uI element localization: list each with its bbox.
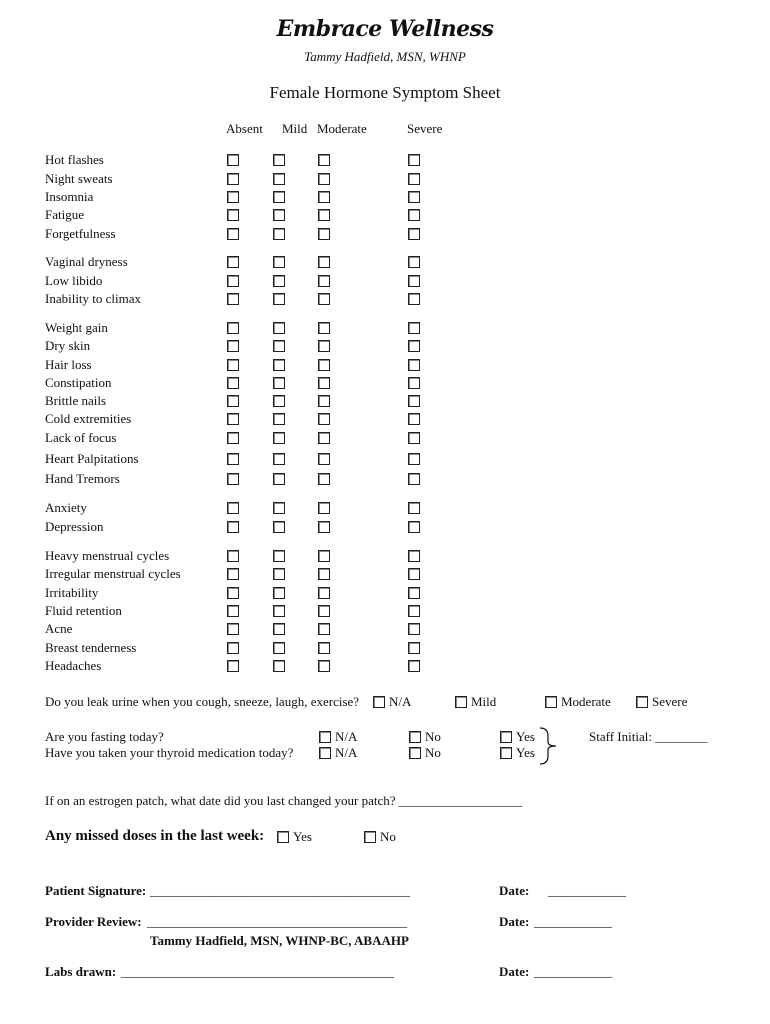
symptom-checkbox-insomnia-moderate[interactable] (318, 191, 330, 203)
urine-severe-checkbox[interactable] (636, 696, 648, 708)
symptom-checkbox-weight-gain-absent[interactable] (227, 322, 239, 334)
thyroid-yes-checkbox[interactable] (500, 747, 512, 759)
symptom-label-hot-flashes: Hot flashes (45, 152, 104, 167)
provider-date-field[interactable]: ____________ (534, 914, 612, 929)
symptom-checkbox-vaginal-dryness-mild[interactable] (273, 256, 285, 268)
symptom-checkbox-low-libido-moderate[interactable] (318, 275, 330, 287)
symptom-checkbox-irregular-menstrual-cycles-severe[interactable] (408, 568, 420, 580)
symptom-checkbox-hand-tremors-mild[interactable] (273, 473, 285, 485)
symptom-checkbox-heavy-menstrual-cycles-mild[interactable] (273, 550, 285, 562)
symptom-checkbox-headaches-severe[interactable] (408, 660, 420, 672)
symptom-checkbox-breast-tenderness-absent[interactable] (227, 642, 239, 654)
symptom-checkbox-hand-tremors-severe[interactable] (408, 473, 420, 485)
symptom-label-hand-tremors: Hand Tremors (45, 471, 120, 486)
symptom-checkbox-low-libido-absent[interactable] (227, 275, 239, 287)
staff-initial-field[interactable]: Staff Initial: ________ (589, 729, 708, 744)
symptom-label-breast-tenderness: Breast tenderness (45, 640, 137, 655)
symptom-checkbox-lack-of-focus-severe[interactable] (408, 432, 420, 444)
symptom-checkbox-breast-tenderness-severe[interactable] (408, 642, 420, 654)
provider-subtitle: Tammy Hadfield, MSN, WHNP (304, 49, 466, 64)
symptom-checkbox-heavy-menstrual-cycles-absent[interactable] (227, 550, 239, 562)
symptom-checkbox-irritability-severe[interactable] (408, 587, 420, 599)
symptom-checkbox-insomnia-mild[interactable] (273, 191, 285, 203)
symptom-label-irregular-menstrual-cycles: Irregular menstrual cycles (45, 566, 181, 581)
symptom-checkbox-brittle-nails-mild[interactable] (273, 395, 285, 407)
patient-signature-field[interactable]: ________________________________________ (150, 883, 410, 898)
symptom-checkbox-brittle-nails-absent[interactable] (227, 395, 239, 407)
symptom-label-hair-loss: Hair loss (45, 357, 92, 372)
symptom-checkbox-fatigue-severe[interactable] (408, 209, 420, 221)
symptom-checkbox-fluid-retention-absent[interactable] (227, 605, 239, 617)
symptom-checkbox-insomnia-absent[interactable] (227, 191, 239, 203)
thyroid-no-checkbox[interactable] (409, 747, 421, 759)
symptom-checkbox-vaginal-dryness-absent[interactable] (227, 256, 239, 268)
urine-na-label: N/A (389, 694, 412, 709)
patient-date-label: Date: (499, 883, 530, 898)
symptom-checkbox-cold-extremities-moderate[interactable] (318, 413, 330, 425)
symptom-checkbox-headaches-absent[interactable] (227, 660, 239, 672)
symptom-checkbox-cold-extremities-mild[interactable] (273, 413, 285, 425)
symptom-checkbox-night-sweats-mild[interactable] (273, 173, 285, 185)
symptom-label-cold-extremities: Cold extremities (45, 411, 132, 426)
labs-date-field[interactable]: ____________ (534, 964, 612, 979)
symptom-checkbox-hot-flashes-moderate[interactable] (318, 154, 330, 166)
urine-mild-checkbox[interactable] (455, 696, 467, 708)
symptom-checkbox-acne-moderate[interactable] (318, 623, 330, 635)
symptom-checkbox-hot-flashes-mild[interactable] (273, 154, 285, 166)
symptom-checkbox-weight-gain-mild[interactable] (273, 322, 285, 334)
symptom-checkbox-forgetfulness-absent[interactable] (227, 228, 239, 240)
labs-drawn-label: Labs drawn: (45, 964, 117, 979)
symptom-checkbox-brittle-nails-moderate[interactable] (318, 395, 330, 407)
symptom-checkbox-low-libido-severe[interactable] (408, 275, 420, 287)
symptom-label-acne: Acne (45, 621, 73, 636)
symptom-checkbox-lack-of-focus-absent[interactable] (227, 432, 239, 444)
symptom-checkbox-cold-extremities-absent[interactable] (227, 413, 239, 425)
symptom-label-low-libido: Low libido (45, 273, 103, 288)
symptom-checkbox-hand-tremors-absent[interactable] (227, 473, 239, 485)
symptom-label-brittle-nails: Brittle nails (45, 393, 107, 408)
symptom-checkbox-dry-skin-moderate[interactable] (318, 340, 330, 352)
symptom-checkbox-night-sweats-absent[interactable] (227, 173, 239, 185)
symptom-checkbox-depression-mild[interactable] (273, 521, 285, 533)
symptom-checkbox-weight-gain-moderate[interactable] (318, 322, 330, 334)
column-header-absent: Absent (226, 121, 263, 136)
symptom-label-constipation: Constipation (45, 375, 112, 390)
symptom-checkbox-heart-palpitations-moderate[interactable] (318, 453, 330, 465)
symptom-checkbox-anxiety-severe[interactable] (408, 502, 420, 514)
missed-doses-yes-checkbox[interactable] (277, 831, 289, 843)
fasting-no-label: No (425, 729, 441, 744)
patient-date-field[interactable]: ____________ (548, 883, 626, 898)
column-header-moderate: Moderate (317, 121, 367, 136)
symptom-checkbox-heavy-menstrual-cycles-severe[interactable] (408, 550, 420, 562)
symptom-label-insomnia: Insomnia (45, 189, 94, 204)
symptom-label-heart-palpitations: Heart Palpitations (45, 451, 139, 466)
symptom-checkbox-headaches-moderate[interactable] (318, 660, 330, 672)
symptom-label-heavy-menstrual-cycles: Heavy menstrual cycles (45, 548, 170, 563)
symptom-checkbox-heart-palpitations-severe[interactable] (408, 453, 420, 465)
symptom-checkbox-low-libido-mild[interactable] (273, 275, 285, 287)
urine-moderate-label: Moderate (561, 694, 611, 709)
symptom-checkbox-heart-palpitations-absent[interactable] (227, 453, 239, 465)
symptom-checkbox-brittle-nails-severe[interactable] (408, 395, 420, 407)
symptom-label-vaginal-dryness: Vaginal dryness (45, 254, 128, 269)
thyroid-question-label: Have you taken your thyroid medication today? (45, 745, 294, 760)
symptom-checkbox-hair-loss-moderate[interactable] (318, 359, 330, 371)
symptom-checkbox-lack-of-focus-mild[interactable] (273, 432, 285, 444)
symptom-checkbox-breast-tenderness-moderate[interactable] (318, 642, 330, 654)
column-header-mild: Mild (282, 121, 308, 136)
symptom-checkbox-weight-gain-severe[interactable] (408, 322, 420, 334)
missed-doses-label: Any missed doses in the last week: (45, 828, 265, 844)
symptom-label-weight-gain: Weight gain (45, 320, 108, 335)
symptom-checkbox-hair-loss-severe[interactable] (408, 359, 420, 371)
symptom-checkbox-inability-to-climax-mild[interactable] (273, 293, 285, 305)
symptom-checkbox-constipation-moderate[interactable] (318, 377, 330, 389)
urine-moderate-checkbox[interactable] (545, 696, 557, 708)
symptom-checkbox-dry-skin-severe[interactable] (408, 340, 420, 352)
symptom-label-irritability: Irritability (45, 585, 99, 600)
symptom-checkbox-irregular-menstrual-cycles-moderate[interactable] (318, 568, 330, 580)
symptom-checkbox-depression-moderate[interactable] (318, 521, 330, 533)
symptom-label-inability-to-climax: Inability to climax (45, 291, 142, 306)
symptom-checkbox-hot-flashes-severe[interactable] (408, 154, 420, 166)
symptom-checkbox-irritability-mild[interactable] (273, 587, 285, 599)
urine-na-checkbox[interactable] (373, 696, 385, 708)
symptom-checkbox-irritability-absent[interactable] (227, 587, 239, 599)
symptom-checkbox-lack-of-focus-moderate[interactable] (318, 432, 330, 444)
symptom-checkbox-dry-skin-absent[interactable] (227, 340, 239, 352)
symptom-checkbox-constipation-severe[interactable] (408, 377, 420, 389)
symptom-checkbox-anxiety-absent[interactable] (227, 502, 239, 514)
missed-doses-no-label: No (380, 829, 396, 844)
missed-doses-no-checkbox[interactable] (364, 831, 376, 843)
fasting-yes-checkbox[interactable] (500, 731, 512, 743)
fasting-no-checkbox[interactable] (409, 731, 421, 743)
symptom-checkbox-hair-loss-mild[interactable] (273, 359, 285, 371)
symptom-checkbox-forgetfulness-severe[interactable] (408, 228, 420, 240)
patient-signature-label: Patient Signature: (45, 883, 147, 898)
urine-severe-label: Severe (652, 694, 688, 709)
symptom-checkbox-fatigue-mild[interactable] (273, 209, 285, 221)
symptom-checkbox-depression-severe[interactable] (408, 521, 420, 533)
provider-name: Tammy Hadfield, MSN, WHNP-BC, ABAAHP (150, 933, 409, 948)
symptom-checkbox-fatigue-absent[interactable] (227, 209, 239, 221)
provider-date-label: Date: (499, 914, 530, 929)
symptom-checkbox-acne-absent[interactable] (227, 623, 239, 635)
symptom-checkbox-heart-palpitations-mild[interactable] (273, 453, 285, 465)
symptom-checkbox-irregular-menstrual-cycles-absent[interactable] (227, 568, 239, 580)
urine-question-label: Do you leak urine when you cough, sneeze, laugh, exercise? (45, 694, 360, 709)
symptom-checkbox-fluid-retention-moderate[interactable] (318, 605, 330, 617)
symptom-checkbox-fatigue-moderate[interactable] (318, 209, 330, 221)
symptom-checkbox-hair-loss-absent[interactable] (227, 359, 239, 371)
labs-drawn-field[interactable]: __________________________________________ (121, 964, 394, 979)
page-title: Female Hormone Symptom Sheet (269, 83, 501, 102)
symptom-checkbox-inability-to-climax-absent[interactable] (227, 293, 239, 305)
symptom-checkbox-dry-skin-mild[interactable] (273, 340, 285, 352)
symptom-checkbox-depression-absent[interactable] (227, 521, 239, 533)
symptom-checkbox-breast-tenderness-mild[interactable] (273, 642, 285, 654)
column-header-severe: Severe (407, 121, 443, 136)
symptom-label-fatigue: Fatigue (45, 207, 84, 222)
urine-mild-label: Mild (471, 694, 497, 709)
thyroid-na-label: N/A (335, 745, 358, 760)
symptom-label-forgetfulness: Forgetfulness (45, 226, 116, 241)
symptom-checkbox-anxiety-moderate[interactable] (318, 502, 330, 514)
thyroid-na-checkbox[interactable] (319, 747, 331, 759)
missed-doses-yes-label: Yes (293, 829, 312, 844)
symptom-checkbox-anxiety-mild[interactable] (273, 502, 285, 514)
symptom-checkbox-fluid-retention-severe[interactable] (408, 605, 420, 617)
symptom-checkbox-vaginal-dryness-severe[interactable] (408, 256, 420, 268)
symptom-checkbox-irritability-moderate[interactable] (318, 587, 330, 599)
fasting-question-label: Are you fasting today? (45, 729, 164, 744)
symptom-checkbox-hot-flashes-absent[interactable] (227, 154, 239, 166)
symptom-checkbox-insomnia-severe[interactable] (408, 191, 420, 203)
symptom-checkbox-headaches-mild[interactable] (273, 660, 285, 672)
symptom-checkbox-forgetfulness-mild[interactable] (273, 228, 285, 240)
symptom-checkbox-fluid-retention-mild[interactable] (273, 605, 285, 617)
symptom-checkbox-inability-to-climax-severe[interactable] (408, 293, 420, 305)
symptom-checkbox-cold-extremities-severe[interactable] (408, 413, 420, 425)
symptom-label-night-sweats: Night sweats (45, 171, 113, 186)
symptom-label-lack-of-focus: Lack of focus (45, 430, 117, 445)
symptom-label-depression: Depression (45, 519, 104, 534)
symptom-checkbox-forgetfulness-moderate[interactable] (318, 228, 330, 240)
symptom-checkbox-acne-mild[interactable] (273, 623, 285, 635)
provider-review-label: Provider Review: (45, 914, 142, 929)
thyroid-no-label: No (425, 745, 441, 760)
provider-review-field[interactable]: ________________________________________ (147, 914, 407, 929)
estrogen-patch-question[interactable]: If on an estrogen patch, what date did you last changed your patch? ___________________ (45, 793, 523, 808)
symptom-checkbox-vaginal-dryness-moderate[interactable] (318, 256, 330, 268)
thyroid-yes-label: Yes (516, 745, 535, 760)
symptom-checkbox-irregular-menstrual-cycles-mild[interactable] (273, 568, 285, 580)
fasting-na-label: N/A (335, 729, 358, 744)
symptom-checkbox-night-sweats-severe[interactable] (408, 173, 420, 185)
symptom-checkbox-constipation-mild[interactable] (273, 377, 285, 389)
labs-date-label: Date: (499, 964, 530, 979)
symptom-checkbox-acne-severe[interactable] (408, 623, 420, 635)
symptom-label-anxiety: Anxiety (45, 500, 87, 515)
fasting-yes-label: Yes (516, 729, 535, 744)
symptom-label-fluid-retention: Fluid retention (45, 603, 122, 618)
symptom-checkbox-inability-to-climax-moderate[interactable] (318, 293, 330, 305)
symptom-label-headaches: Headaches (45, 658, 102, 673)
symptom-checkbox-hand-tremors-moderate[interactable] (318, 473, 330, 485)
symptom-checkbox-constipation-absent[interactable] (227, 377, 239, 389)
brand-logo-text: Embrace Wellness (276, 16, 494, 42)
symptom-checkbox-night-sweats-moderate[interactable] (318, 173, 330, 185)
fasting-na-checkbox[interactable] (319, 731, 331, 743)
symptom-label-dry-skin: Dry skin (45, 338, 91, 353)
curly-brace-icon (538, 726, 562, 766)
symptom-checkbox-heavy-menstrual-cycles-moderate[interactable] (318, 550, 330, 562)
